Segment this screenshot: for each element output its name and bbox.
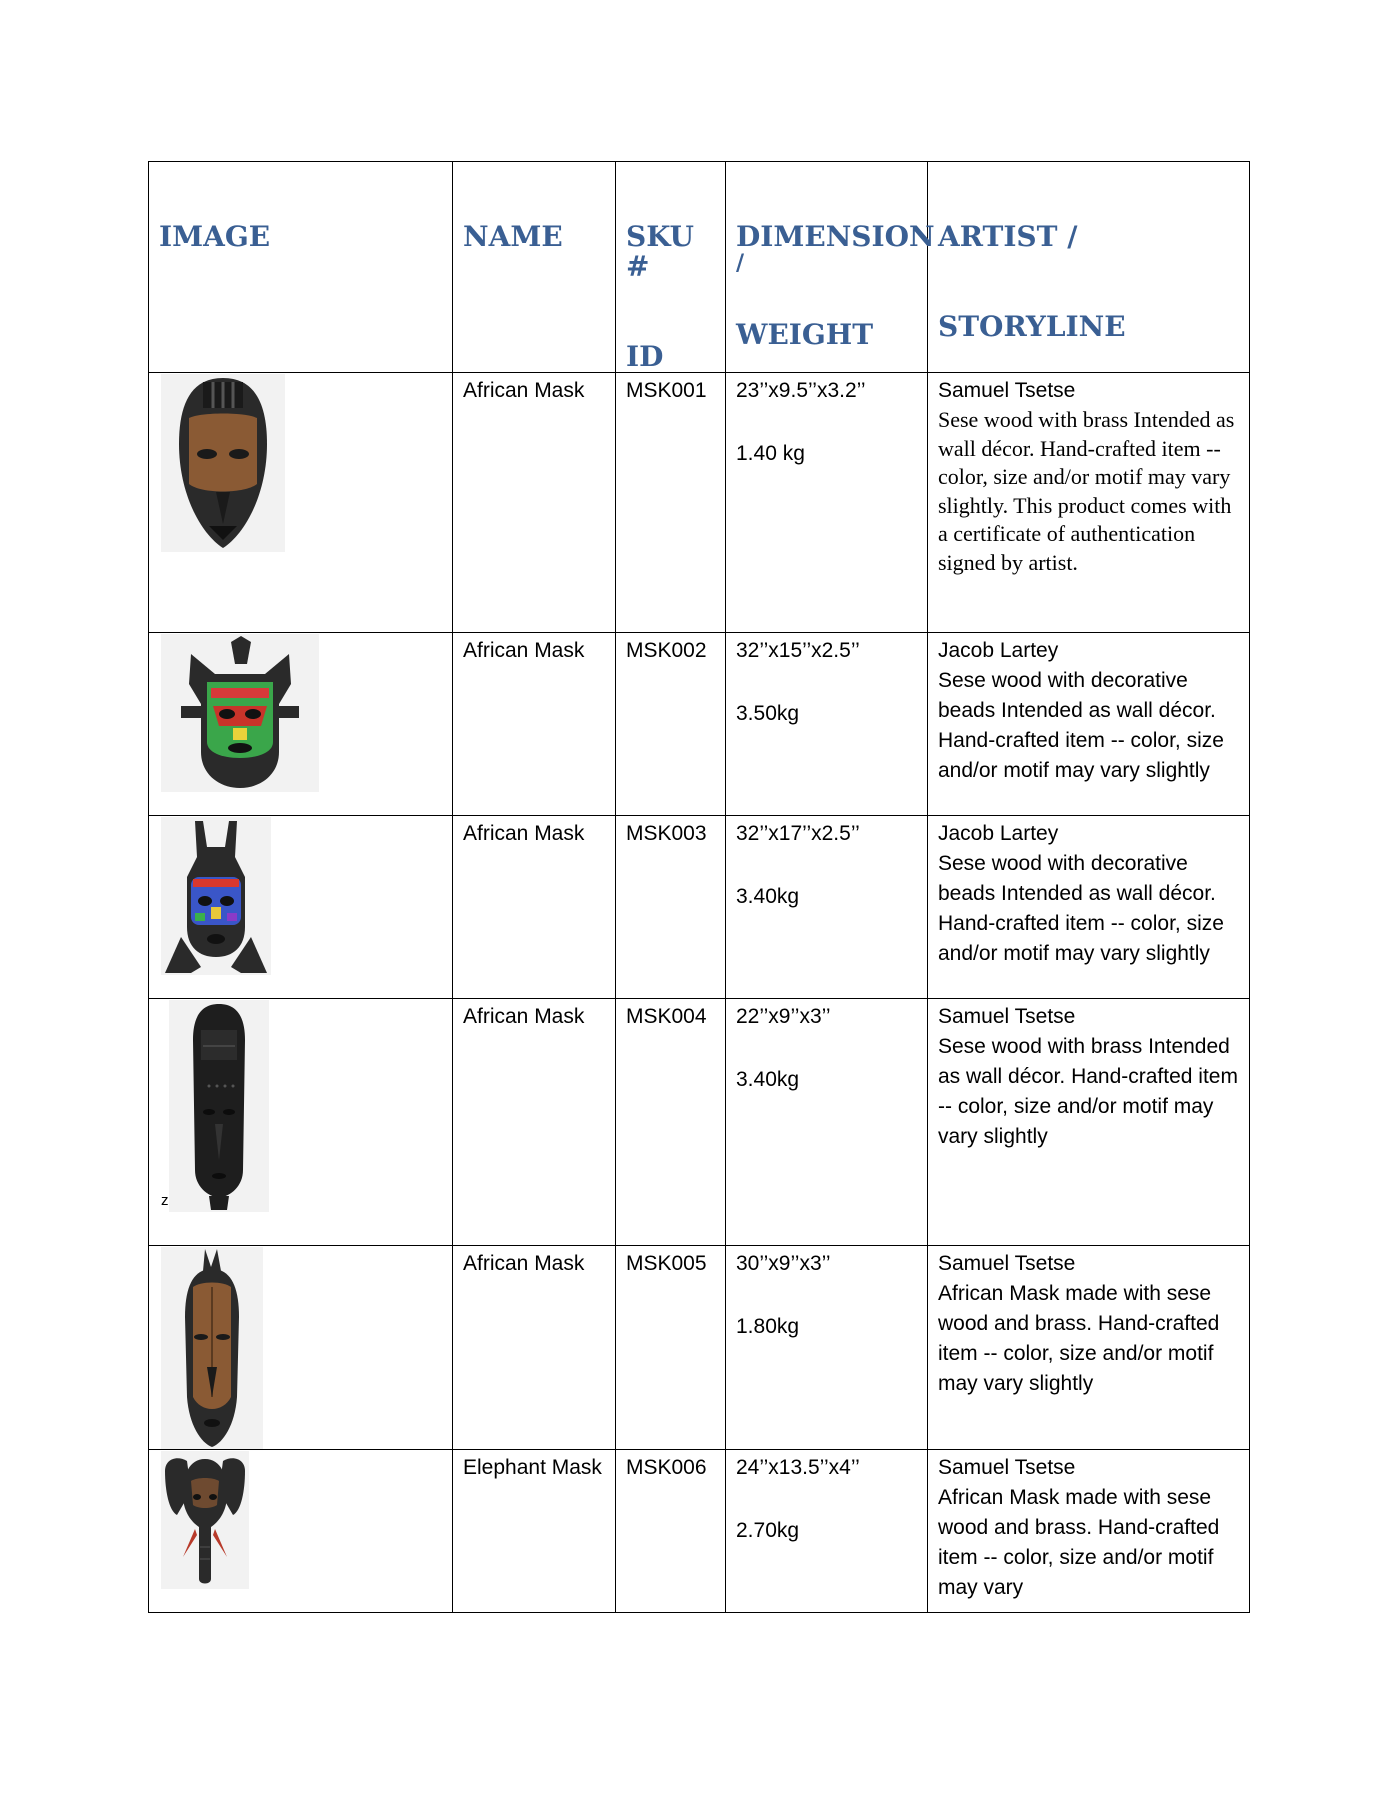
- table-row: [149, 999, 1250, 1246]
- name-cell: [453, 633, 616, 816]
- image-cell: [149, 633, 453, 816]
- elephant-mask-image: [161, 1451, 249, 1589]
- artist-name: Samuel Tsetse: [938, 1456, 1076, 1479]
- sku-cell: [616, 1450, 726, 1613]
- table-row: [149, 633, 1250, 816]
- artist-cell: [928, 1246, 1250, 1450]
- table-row: [149, 373, 1250, 633]
- product-weight: 3.40kg: [736, 1068, 800, 1091]
- dimension-cell: [726, 999, 928, 1246]
- table-row: [149, 816, 1250, 999]
- product-dimension: 24’’x13.5’’x4’’: [736, 1456, 860, 1479]
- artist-cell: [928, 816, 1250, 999]
- name-cell: [453, 816, 616, 999]
- artist-cell: [928, 373, 1250, 633]
- brass-mask-image: [161, 374, 285, 552]
- sku-cell: [616, 633, 726, 816]
- artist-cell: [928, 1450, 1250, 1613]
- product-table: [148, 161, 1250, 1613]
- product-dimension: 23’’x9.5’’x3.2’’: [736, 379, 866, 402]
- header-dimension-line3: WEIGHT: [736, 318, 874, 351]
- product-sku: MSK005: [626, 1252, 707, 1275]
- header-dimension-slash: /: [736, 250, 745, 276]
- table-row: [149, 1246, 1250, 1450]
- product-sku: MSK001: [626, 379, 707, 402]
- product-name: African Mask: [463, 639, 585, 662]
- header-dimension: [736, 162, 935, 351]
- sku-cell: [616, 816, 726, 999]
- header-dimension-cell: [726, 162, 935, 373]
- header-artist-cell: [928, 162, 1250, 373]
- product-dimension: 30’’x9’’x3’’: [736, 1252, 831, 1275]
- product-weight: 1.80kg: [736, 1315, 800, 1338]
- product-dimension: 32’’x15’’x2.5’’: [736, 639, 860, 662]
- tall-black-mask-image: [169, 1000, 269, 1212]
- product-story: African Mask made with sese wood and brass. Hand-crafted item -- color, size and/or motif may vary slightly: [938, 1282, 1220, 1395]
- product-weight: 2.70kg: [736, 1519, 800, 1542]
- beaded-mask-image: [161, 817, 271, 975]
- dimension-cell: [726, 816, 928, 999]
- product-dimension: 32’’x17’’x2.5’’: [736, 822, 860, 845]
- product-name: African Mask: [463, 822, 585, 845]
- table-row: [149, 1450, 1250, 1613]
- product-name: Elephant Mask: [463, 1456, 602, 1479]
- image-cell: [149, 816, 453, 999]
- image-cell: [149, 999, 453, 1246]
- image-cell: [149, 373, 453, 633]
- product-story: Sese wood with decorative beads Intended as wall décor. Hand-crafted item -- color, size and/or motif may vary slightly: [938, 669, 1224, 782]
- header-dimension-line1: DIMENSION: [736, 220, 935, 253]
- header-name: NAME: [463, 220, 563, 253]
- name-cell: [453, 999, 616, 1246]
- product-dimension: 22’’x9’’x3’’: [736, 1005, 831, 1028]
- artist-cell: [928, 633, 1250, 816]
- sku-cell: [616, 1246, 726, 1450]
- header-row: [149, 162, 1250, 373]
- header-sku: [626, 162, 715, 372]
- name-cell: [453, 1246, 616, 1450]
- header-name-cell: [453, 162, 616, 373]
- product-name: African Mask: [463, 1005, 585, 1028]
- product-weight: 3.40kg: [736, 885, 800, 908]
- name-cell: [453, 373, 616, 633]
- artist-cell: [928, 999, 1250, 1246]
- dimension-cell: [726, 373, 928, 633]
- stray-mark: z: [161, 1192, 169, 1209]
- artist-name: Samuel Tsetse: [938, 1005, 1076, 1028]
- artist-name: Jacob Lartey: [938, 822, 1059, 845]
- product-sku: MSK002: [626, 639, 707, 662]
- dimension-cell: [726, 1246, 928, 1450]
- product-sku: MSK004: [626, 1005, 707, 1028]
- beaded-mask-image: [161, 634, 319, 792]
- header-image: IMAGE: [159, 220, 271, 253]
- artist-name: Samuel Tsetse: [938, 1252, 1076, 1275]
- header-artist-line2: STORYLINE: [938, 310, 1126, 343]
- image-cell: [149, 1450, 453, 1613]
- product-weight: 1.40 kg: [736, 442, 805, 465]
- dimension-cell: [726, 1450, 928, 1613]
- sku-cell: [616, 373, 726, 633]
- product-sku: MSK003: [626, 822, 707, 845]
- product-name: African Mask: [463, 379, 585, 402]
- image-cell: [149, 1246, 453, 1450]
- product-name: African Mask: [463, 1252, 585, 1275]
- name-cell: [453, 1450, 616, 1613]
- header-artist: [938, 162, 1239, 342]
- long-brass-mask-image: [161, 1247, 263, 1449]
- product-story: Sese wood with brass Intended as wall décor. Hand-crafted item -- color, size and/or motif may vary slightly. This product comes with a certificate of authentication signed by artist.: [938, 407, 1235, 575]
- artist-name: Samuel Tsetse: [938, 379, 1076, 402]
- header-sku-cell: [616, 162, 726, 373]
- sku-cell: [616, 999, 726, 1246]
- header-sku-line1: SKU #: [626, 220, 694, 283]
- dimension-cell: [726, 633, 928, 816]
- product-story: African Mask made with sese wood and brass. Hand-crafted item -- color, size and/or motif may vary: [938, 1486, 1220, 1599]
- header-artist-line1: ARTIST /: [938, 220, 1078, 253]
- product-story: Sese wood with brass Intended as wall décor. Hand-crafted item -- color, size and/or motif may vary slightly: [938, 1035, 1238, 1148]
- header-sku-line2: ID: [626, 340, 664, 373]
- product-sku: MSK006: [626, 1456, 707, 1479]
- product-weight: 3.50kg: [736, 702, 800, 725]
- product-story: Sese wood with decorative beads Intended as wall décor. Hand-crafted item -- color, size and/or motif may vary slightly: [938, 852, 1224, 965]
- artist-name: Jacob Lartey: [938, 639, 1059, 662]
- header-image-cell: [149, 162, 453, 373]
